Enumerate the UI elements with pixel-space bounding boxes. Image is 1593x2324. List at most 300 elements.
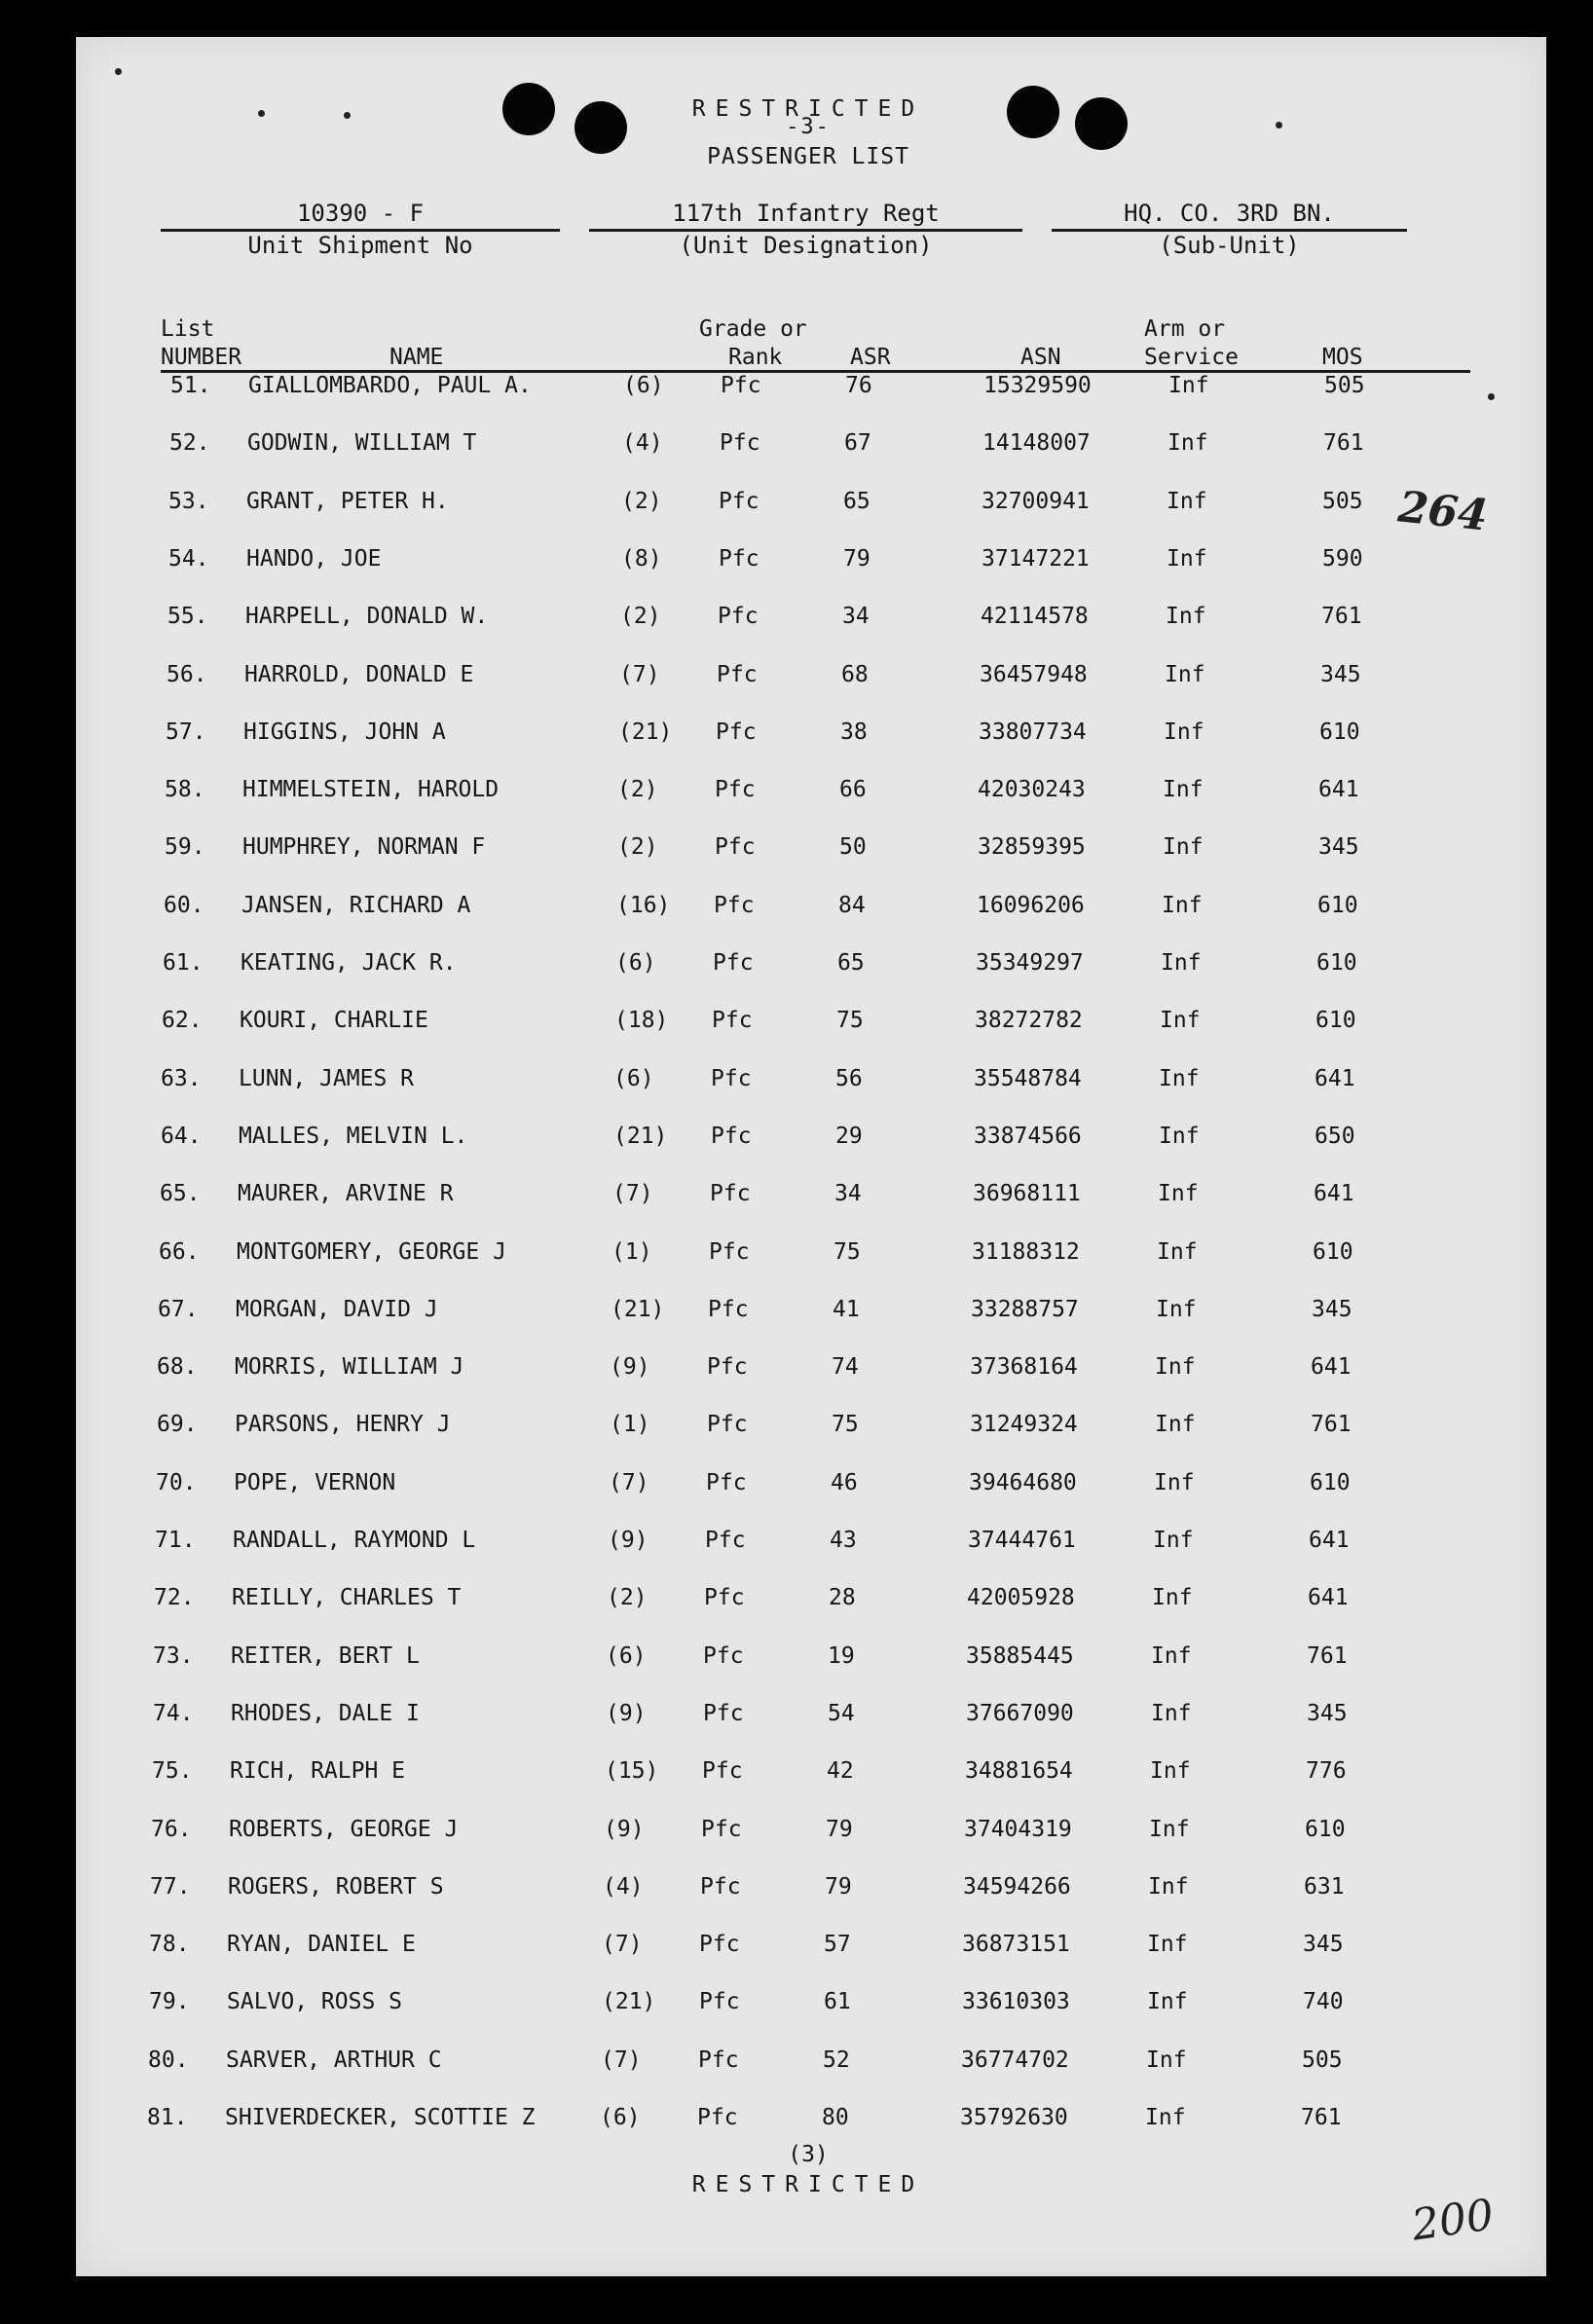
cell-rank: Pfc <box>703 1643 744 1669</box>
punch-hole-right-2 <box>1075 97 1128 150</box>
cell-arm: Inf <box>1146 2047 1187 2073</box>
cell-name: ROGERS, ROBERT S <box>228 1874 444 1900</box>
cell-rank: Pfc <box>706 1470 747 1495</box>
cell-name: HARPELL, DONALD W. <box>245 604 489 629</box>
cell-arm: Inf <box>1167 430 1208 456</box>
table-row <box>0 1008 1593 1047</box>
cell-rank: Pfc <box>711 1066 752 1091</box>
cell-asr: 76 <box>845 373 872 398</box>
cell-num: 51. <box>170 373 211 398</box>
cell-num: 74. <box>153 1701 194 1726</box>
cell-asr: 56 <box>835 1066 863 1091</box>
punch-hole-left-1 <box>502 83 555 135</box>
cell-mos: 761 <box>1311 1412 1352 1437</box>
cell-grade: (8) <box>621 546 662 572</box>
table-row <box>0 662 1593 701</box>
cell-asr: 57 <box>824 1932 851 1957</box>
table-row <box>0 373 1593 412</box>
cell-name: REILLY, CHARLES T <box>232 1585 462 1610</box>
table-row <box>0 719 1593 758</box>
cell-asr: 38 <box>840 719 868 745</box>
cell-num: 57. <box>166 719 206 745</box>
cell-num: 79. <box>149 1989 190 2014</box>
table-row <box>0 1758 1593 1797</box>
cell-mos: 740 <box>1303 1989 1344 2014</box>
cell-num: 62. <box>162 1008 203 1033</box>
cell-rank: Pfc <box>718 604 759 629</box>
classification-top: RESTRICTED <box>691 96 925 122</box>
cell-rank: Pfc <box>707 1412 748 1437</box>
cell-rank: Pfc <box>717 662 758 687</box>
cell-mos: 761 <box>1307 1643 1348 1669</box>
cell-asn: 42005928 <box>967 1585 1075 1610</box>
cell-num: 69. <box>157 1412 198 1437</box>
cell-rank: Pfc <box>715 777 756 802</box>
table-row <box>0 546 1593 585</box>
cell-arm: Inf <box>1153 1528 1194 1553</box>
cell-num: 80. <box>148 2047 189 2073</box>
unit-shipment-label: Unit Shipment No <box>247 232 473 259</box>
cell-asr: 54 <box>828 1701 855 1726</box>
cell-asn: 31249324 <box>970 1412 1078 1437</box>
cell-mos: 610 <box>1310 1470 1351 1495</box>
cell-grade: (4) <box>603 1874 644 1900</box>
cell-name: GODWIN, WILLIAM T <box>247 430 477 456</box>
cell-asr: 79 <box>826 1817 853 1842</box>
cell-mos: 761 <box>1321 604 1362 629</box>
cell-rank: Pfc <box>720 430 760 456</box>
cell-mos: 761 <box>1323 430 1364 456</box>
cell-arm: Inf <box>1162 893 1203 918</box>
page-number: (3) <box>788 2142 829 2167</box>
cell-arm: Inf <box>1158 1181 1199 1206</box>
cell-grade: (2) <box>617 834 658 860</box>
cell-name: RICH, RALPH E <box>230 1758 406 1784</box>
cell-arm: Inf <box>1149 1817 1190 1842</box>
cell-name: MALLES, MELVIN L. <box>239 1124 468 1149</box>
cell-asr: 52 <box>823 2047 850 2073</box>
cell-name: GRANT, PETER H. <box>246 489 449 514</box>
cell-asn: 35792630 <box>960 2105 1068 2130</box>
cell-rank: Pfc <box>699 1989 740 2014</box>
cell-asn: 31188312 <box>972 1239 1080 1265</box>
cell-name: HIMMELSTEIN, HAROLD <box>242 777 500 802</box>
cell-mos: 631 <box>1304 1874 1345 1900</box>
table-row <box>0 1817 1593 1856</box>
col-header-list: List <box>161 316 215 342</box>
cell-asn: 33807734 <box>979 719 1087 745</box>
cell-rank: Pfc <box>712 1008 753 1033</box>
cell-mos: 590 <box>1322 546 1363 572</box>
table-row <box>0 2047 1593 2086</box>
cell-arm: Inf <box>1167 546 1207 572</box>
cell-mos: 610 <box>1315 1008 1356 1033</box>
cell-asn: 32859395 <box>978 834 1086 860</box>
cell-rank: Pfc <box>698 2047 739 2073</box>
table-row <box>0 1470 1593 1509</box>
cell-name: HARROLD, DONALD E <box>244 662 474 687</box>
cell-mos: 610 <box>1313 1239 1353 1265</box>
cell-asr: 19 <box>828 1643 855 1669</box>
cell-asn: 37404319 <box>964 1817 1072 1842</box>
cell-mos: 345 <box>1318 834 1359 860</box>
cell-mos: 641 <box>1308 1585 1349 1610</box>
table-row <box>0 893 1593 932</box>
cell-mos: 641 <box>1311 1354 1352 1380</box>
cell-mos: 345 <box>1320 662 1361 687</box>
cell-name: LUNN, JAMES R <box>239 1066 415 1091</box>
cell-arm: Inf <box>1165 662 1205 687</box>
col-header-number: NUMBER <box>161 345 242 370</box>
cell-mos: 345 <box>1307 1701 1348 1726</box>
cell-name: RANDALL, RAYMOND L <box>233 1528 476 1553</box>
table-row <box>0 1066 1593 1105</box>
cell-num: 73. <box>153 1643 194 1669</box>
page-mark: -3- <box>786 115 831 139</box>
cell-grade: (6) <box>613 1066 654 1091</box>
table-row <box>0 1239 1593 1278</box>
cell-num: 61. <box>163 950 204 976</box>
cell-name: ROBERTS, GEORGE J <box>229 1817 459 1842</box>
cell-rank: Pfc <box>705 1528 746 1553</box>
specks <box>344 112 351 119</box>
cell-asr: 46 <box>831 1470 858 1495</box>
cell-asr: 74 <box>832 1354 859 1380</box>
cell-asn: 37368164 <box>970 1354 1078 1380</box>
cell-mos: 641 <box>1318 777 1359 802</box>
sub-unit-block <box>1052 200 1407 259</box>
table-row <box>0 430 1593 469</box>
cell-arm: Inf <box>1163 834 1204 860</box>
cell-grade: (21) <box>613 1124 668 1149</box>
cell-num: 60. <box>164 893 204 918</box>
table-row <box>0 604 1593 643</box>
cell-rank: Pfc <box>715 834 756 860</box>
cell-arm: Inf <box>1156 1297 1197 1322</box>
cell-asn: 42114578 <box>981 604 1089 629</box>
unit-shipment-no: 10390 - F <box>296 200 425 227</box>
cell-arm: Inf <box>1157 1239 1198 1265</box>
cell-asr: 42 <box>827 1758 854 1784</box>
cell-name: MONTGOMERY, GEORGE J <box>237 1239 506 1265</box>
col-header-grade: Grade or <box>699 316 807 342</box>
cell-rank: Pfc <box>710 1181 751 1206</box>
cell-arm: Inf <box>1155 1412 1196 1437</box>
cell-grade: (21) <box>602 1989 656 2014</box>
cell-asr: 28 <box>829 1585 856 1610</box>
cell-arm: Inf <box>1161 950 1202 976</box>
table-row <box>0 1701 1593 1740</box>
cell-asn: 39464680 <box>969 1470 1077 1495</box>
cell-grade: (9) <box>610 1354 650 1380</box>
cell-asr: 75 <box>836 1008 864 1033</box>
cell-name: SALVO, ROSS S <box>227 1989 403 2014</box>
cell-asr: 65 <box>837 950 865 976</box>
cell-arm: Inf <box>1147 1989 1188 2014</box>
cell-mos: 610 <box>1319 719 1360 745</box>
cell-arm: Inf <box>1151 1701 1192 1726</box>
table-row <box>0 1124 1593 1162</box>
cell-asr: 79 <box>843 546 871 572</box>
cell-rank: Pfc <box>697 2105 738 2130</box>
cell-grade: (7) <box>602 1932 643 1957</box>
col-header-mos: MOS <box>1322 345 1363 370</box>
col-header-arm: Arm or <box>1144 316 1226 342</box>
cell-rank: Pfc <box>719 546 759 572</box>
table-row <box>0 1181 1593 1220</box>
cell-asn: 37147221 <box>982 546 1090 572</box>
cell-asr: 79 <box>825 1874 852 1900</box>
table-row <box>0 777 1593 816</box>
cell-num: 64. <box>161 1124 202 1149</box>
cell-num: 81. <box>147 2105 188 2130</box>
cell-num: 65. <box>160 1181 201 1206</box>
table-row <box>0 834 1593 873</box>
cell-asn: 32700941 <box>982 489 1090 514</box>
cell-grade: (21) <box>611 1297 665 1322</box>
cell-arm: Inf <box>1154 1470 1195 1495</box>
cell-asn: 34881654 <box>965 1758 1073 1784</box>
cell-grade: (7) <box>612 1181 653 1206</box>
cell-arm: Inf <box>1159 1124 1200 1149</box>
cell-name: HANDO, JOE <box>246 546 382 572</box>
table-row <box>0 1989 1593 2028</box>
cell-rank: Pfc <box>708 1297 749 1322</box>
cell-num: 77. <box>150 1874 191 1900</box>
cell-asn: 34594266 <box>963 1874 1071 1900</box>
col-header-asn: ASN <box>1020 345 1061 370</box>
cell-grade: (6) <box>615 950 656 976</box>
cell-asn: 37444761 <box>968 1528 1076 1553</box>
cell-num: 53. <box>168 489 209 514</box>
cell-asr: 34 <box>842 604 870 629</box>
cell-num: 75. <box>152 1758 193 1784</box>
cell-arm: Inf <box>1150 1758 1191 1784</box>
col-header-asr: ASR <box>850 345 891 370</box>
cell-num: 63. <box>161 1066 202 1091</box>
cell-grade: (2) <box>617 777 658 802</box>
cell-name: KOURI, CHARLIE <box>240 1008 428 1033</box>
cell-asr: 34 <box>834 1181 862 1206</box>
cell-arm: Inf <box>1151 1643 1192 1669</box>
unit-designation-label: (Unit Designation) <box>679 232 933 259</box>
cell-asn: 35349297 <box>976 950 1084 976</box>
cell-grade: (9) <box>604 1817 645 1842</box>
cell-name: SHIVERDECKER, SCOTTIE Z <box>225 2105 536 2130</box>
specks <box>1276 122 1282 129</box>
cell-asr: 80 <box>822 2105 849 2130</box>
cell-rank: Pfc <box>713 950 754 976</box>
cell-rank: Pfc <box>709 1239 750 1265</box>
cell-asr: 67 <box>844 430 871 456</box>
cell-rank: Pfc <box>719 489 759 514</box>
cell-asr: 43 <box>830 1528 857 1553</box>
cell-asn: 36457948 <box>980 662 1088 687</box>
cell-grade: (7) <box>609 1470 649 1495</box>
unit-designation-block <box>589 200 1022 259</box>
cell-grade: (9) <box>608 1528 648 1553</box>
cell-rank: Pfc <box>703 1701 744 1726</box>
cell-num: 78. <box>149 1932 190 1957</box>
cell-num: 56. <box>167 662 207 687</box>
cell-arm: Inf <box>1163 777 1204 802</box>
cell-arm: Inf <box>1168 373 1209 398</box>
list-title: PASSENGER LIST <box>707 144 909 169</box>
cell-num: 55. <box>167 604 208 629</box>
table-row <box>0 950 1593 989</box>
cell-asn: 38272782 <box>975 1008 1083 1033</box>
cell-name: PARSONS, HENRY J <box>235 1412 451 1437</box>
cell-rank: Pfc <box>714 893 755 918</box>
cell-arm: Inf <box>1145 2105 1186 2130</box>
cell-mos: 641 <box>1315 1066 1355 1091</box>
cell-name: HUMPHREY, NORMAN F <box>242 834 486 860</box>
cell-asr: 66 <box>839 777 867 802</box>
unit-shipment-block <box>161 200 560 259</box>
cell-asn: 16096206 <box>977 893 1085 918</box>
table-row <box>0 1585 1593 1624</box>
cell-grade: (18) <box>614 1008 669 1033</box>
unit-designation: 117th Infantry Regt <box>672 200 940 227</box>
col-header-rank: Rank <box>728 345 783 370</box>
cell-asr: 75 <box>832 1412 859 1437</box>
cell-rank: Pfc <box>704 1585 745 1610</box>
cell-mos: 610 <box>1317 893 1358 918</box>
cell-arm: Inf <box>1160 1008 1201 1033</box>
specks <box>258 110 265 117</box>
cell-asr: 65 <box>843 489 871 514</box>
cell-arm: Inf <box>1164 719 1204 745</box>
cell-mos: 776 <box>1306 1758 1347 1784</box>
cell-num: 59. <box>165 834 205 860</box>
cell-asn: 35885445 <box>966 1643 1074 1669</box>
cell-mos: 641 <box>1309 1528 1350 1553</box>
cell-asr: 68 <box>841 662 869 687</box>
cell-grade: (21) <box>618 719 673 745</box>
cell-mos: 345 <box>1303 1932 1344 1957</box>
cell-grade: (6) <box>606 1643 647 1669</box>
cell-arm: Inf <box>1159 1066 1200 1091</box>
cell-mos: 505 <box>1324 373 1365 398</box>
cell-name: MAURER, ARVINE R <box>238 1181 454 1206</box>
table-row <box>0 1354 1593 1393</box>
cell-asr: 75 <box>834 1239 861 1265</box>
table-row <box>0 1528 1593 1567</box>
specks <box>115 68 122 75</box>
cell-asr: 29 <box>835 1124 863 1149</box>
cell-asn: 33874566 <box>974 1124 1082 1149</box>
col-header-name: NAME <box>389 345 444 370</box>
cell-asn: 36873151 <box>962 1932 1070 1957</box>
cell-asr: 84 <box>838 893 866 918</box>
cell-name: MORRIS, WILLIAM J <box>235 1354 464 1380</box>
cell-num: 67. <box>158 1297 199 1322</box>
cell-grade: (7) <box>601 2047 642 2073</box>
cell-arm: Inf <box>1152 1585 1193 1610</box>
cell-name: HIGGINS, JOHN A <box>243 719 446 745</box>
cell-name: RYAN, DANIEL E <box>227 1932 416 1957</box>
cell-asn: 35548784 <box>974 1066 1082 1091</box>
classification-bottom: RESTRICTED <box>691 2172 925 2197</box>
table-row <box>0 1643 1593 1682</box>
cell-rank: Pfc <box>707 1354 748 1380</box>
cell-mos: 610 <box>1305 1817 1346 1842</box>
cell-arm: Inf <box>1155 1354 1196 1380</box>
cell-asn: 36968111 <box>973 1181 1081 1206</box>
cell-grade: (6) <box>623 373 664 398</box>
cell-name: GIALLOMBARDO, PAUL A. <box>248 373 532 398</box>
cell-asn: 37667090 <box>966 1701 1074 1726</box>
table-row <box>0 2105 1593 2144</box>
cell-num: 71. <box>155 1528 196 1553</box>
cell-name: REITER, BERT L <box>231 1643 420 1669</box>
cell-asn: 42030243 <box>978 777 1086 802</box>
cell-arm: Inf <box>1167 489 1207 514</box>
cell-grade: (2) <box>621 489 662 514</box>
cell-mos: 641 <box>1314 1181 1354 1206</box>
cell-grade: (1) <box>610 1412 650 1437</box>
cell-rank: Pfc <box>716 719 757 745</box>
cell-name: SARVER, ARTHUR C <box>226 2047 442 2073</box>
cell-grade: (7) <box>619 662 660 687</box>
cell-arm: Inf <box>1166 604 1206 629</box>
cell-asn: 33610303 <box>962 1989 1070 2014</box>
cell-name: POPE, VERNON <box>234 1470 396 1495</box>
cell-grade: (15) <box>605 1758 659 1784</box>
table-row <box>0 1297 1593 1336</box>
col-header-service: Service <box>1144 345 1239 370</box>
cell-grade: (2) <box>607 1585 648 1610</box>
cell-name: KEATING, JACK R. <box>241 950 457 976</box>
cell-grade: (1) <box>611 1239 652 1265</box>
cell-arm: Inf <box>1148 1874 1189 1900</box>
sub-unit: HQ. CO. 3RD BN. <box>1124 200 1335 227</box>
cell-asn: 15329590 <box>983 373 1092 398</box>
cell-grade: (4) <box>622 430 663 456</box>
handwritten-corner-note: 200 <box>1408 2190 1498 2251</box>
cell-num: 58. <box>165 777 205 802</box>
cell-num: 68. <box>157 1354 198 1380</box>
cell-asr: 41 <box>833 1297 860 1322</box>
cell-rank: Pfc <box>701 1817 742 1842</box>
cell-asn: 33288757 <box>971 1297 1079 1322</box>
sub-unit-label: (Sub-Unit) <box>1159 232 1300 259</box>
handwritten-page-stamp: 264 <box>1395 482 1491 541</box>
cell-mos: 505 <box>1322 489 1363 514</box>
cell-mos: 610 <box>1316 950 1357 976</box>
cell-num: 52. <box>169 430 210 456</box>
cell-num: 54. <box>168 546 209 572</box>
cell-grade: (2) <box>620 604 661 629</box>
cell-num: 70. <box>156 1470 197 1495</box>
cell-name: RHODES, DALE I <box>231 1701 420 1726</box>
table-row <box>0 1874 1593 1913</box>
cell-name: MORGAN, DAVID J <box>236 1297 438 1322</box>
cell-num: 66. <box>159 1239 200 1265</box>
table-row <box>0 489 1593 528</box>
cell-asr: 50 <box>839 834 867 860</box>
cell-rank: Pfc <box>721 373 761 398</box>
cell-rank: Pfc <box>699 1932 740 1957</box>
cell-num: 76. <box>151 1817 192 1842</box>
cell-rank: Pfc <box>700 1874 741 1900</box>
cell-mos: 505 <box>1302 2047 1343 2073</box>
cell-mos: 345 <box>1312 1297 1352 1322</box>
cell-rank: Pfc <box>702 1758 743 1784</box>
cell-arm: Inf <box>1147 1932 1188 1957</box>
cell-grade: (9) <box>606 1701 647 1726</box>
cell-num: 72. <box>154 1585 195 1610</box>
